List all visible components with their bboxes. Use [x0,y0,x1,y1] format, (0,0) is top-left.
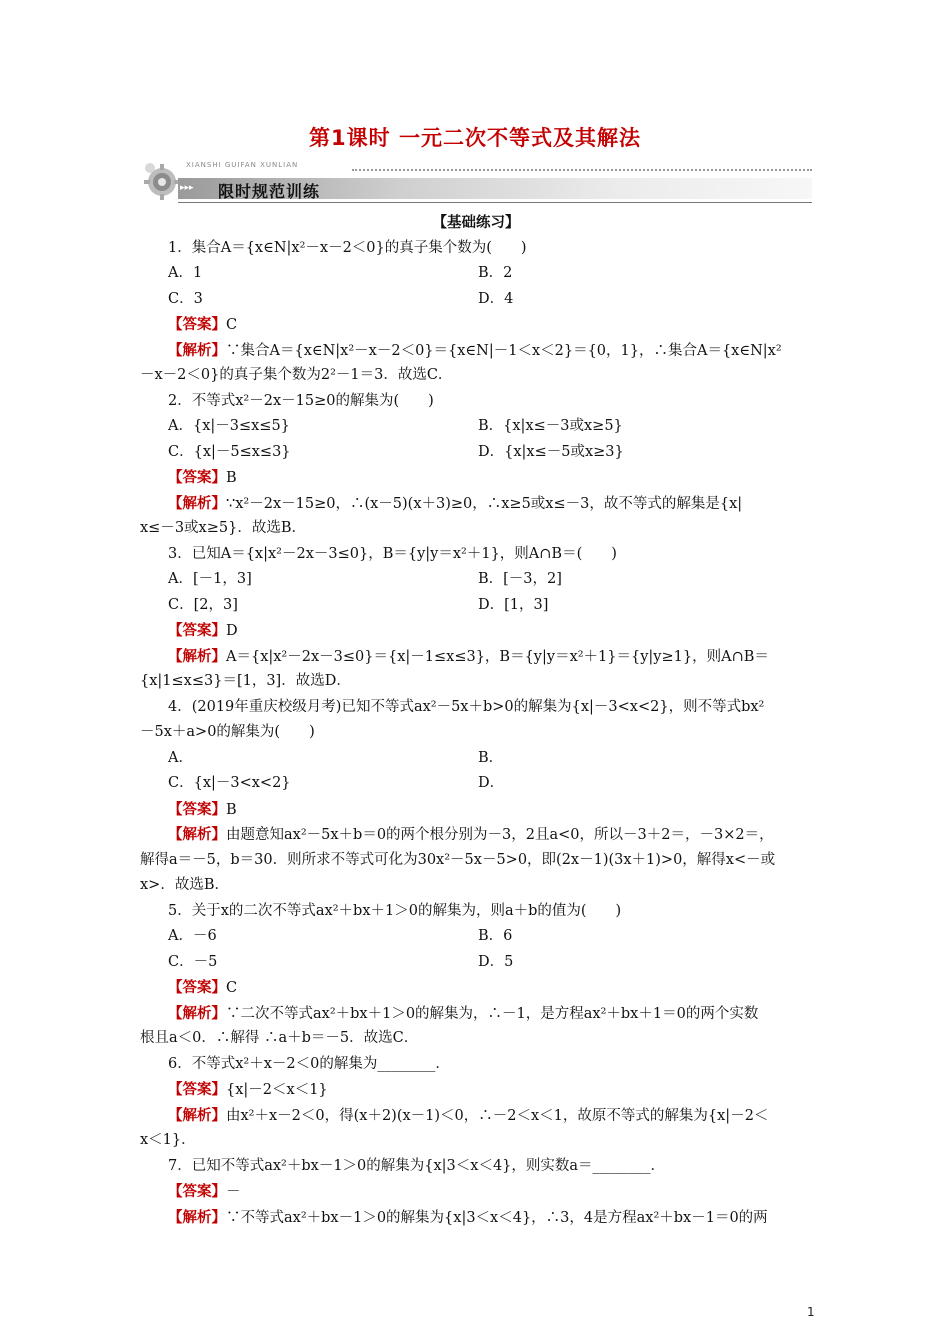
line-text: B [226,470,237,486]
question-line: 3．已知A＝{x|x²－2x－3≤0}，B＝{y|y＝x²＋1}，则A∩B＝( ) [168,545,617,562]
banner-label: 限时规范训练 [218,182,321,201]
label-tag: 【答案】 [168,1081,226,1098]
line-text: － [226,1184,241,1200]
option-right: B． [478,749,504,766]
option-right: D． [478,775,505,791]
option-row [140,440,812,466]
analysis-line [140,822,812,848]
option-left: C．[2，3] [168,596,238,613]
line-text: C [226,980,238,996]
section-heading: 【基础练习】 [432,214,520,231]
label-tag: 【解析】 [168,826,226,843]
answer-line [140,1077,812,1103]
section-banner [140,158,812,206]
document-body [140,210,812,1230]
answer-line [140,975,812,1001]
option-right: D．5 [478,953,514,970]
label-tag: 【答案】 [168,622,226,639]
option-row [140,950,812,976]
question-line: 7．已知不等式ax²＋bx－1＞0的解集为{x|3＜x＜4}，则实数a＝________． [168,1157,666,1174]
option-left: C．{x|－5≤x≤3} [168,443,291,460]
line-text: ∵不等式ax²＋bx－1＞0的解集为{x|3＜x＜4}，∴3，4是方程ax²＋bx－1＝0的两 [226,1209,768,1226]
continuation-line: －x－2＜0}的真子集个数为2²－1＝3．故选C． [140,367,453,383]
continuation-line: {x|1≤x≤3}＝[1，3]．故选D． [140,673,351,689]
option-left: C．－5 [168,953,218,970]
label-tag: 【答案】 [168,979,226,996]
option-row [140,261,812,287]
answer-line [140,797,812,823]
continuation-line: x≤－3或x≥5}．故选B． [140,520,306,536]
line-text: C [226,317,238,333]
option-left: A．1 [168,265,203,281]
option-left: A．－6 [168,928,217,944]
option-row [140,593,812,619]
analysis-line [140,1001,812,1027]
analysis-line [140,1205,812,1231]
label-tag: 【答案】 [168,1183,226,1200]
label-tag: 【解析】 [168,1004,226,1022]
continuation-line: 解得a＝－5，b＝30．则所求不等式可化为30x²－5x－5>0，即(2x－1)(3x＋1)>0，解得x<－或 [140,851,776,868]
option-right: B．[－3，2] [478,571,562,587]
option-row [140,287,812,313]
option-right: B．{x|x≤－3或x≥5} [478,418,623,434]
option-row [140,414,812,440]
answer-line [140,312,812,338]
option-left: A．{x|－3≤x≤5} [168,418,290,434]
option-left: A．[－1，3] [168,571,252,587]
option-left: C．{x|－3<x<2} [168,775,291,791]
answer-line [140,465,812,491]
line-text: {x|－2＜x＜1} [226,1082,328,1098]
option-right: B．6 [478,928,513,944]
analysis-line [140,1103,812,1129]
question-line: 4．(2019年重庆校级月考)已知不等式ax²－5x＋b>0的解集为{x|－3<x<2}，则不等式bx² [168,698,765,715]
label-tag: 【解析】 [168,647,226,665]
question-line: 6．不等式x²＋x－2＜0的解集为________． [168,1055,450,1072]
line-text: B [226,801,237,818]
option-right: D．[1，3] [478,596,549,613]
label-tag: 【解析】 [168,494,226,512]
line-text: ∵x²－2x－15≥0，∴(x－5)(x＋3)≥0，∴x≥5或x≤－3，故不等式的解集是{x| [226,495,743,512]
option-row [140,567,812,593]
page-title: 第1课时 一元二次不等式及其解法 [309,126,641,150]
analysis-line [140,338,812,364]
label-tag: 【解析】 [168,341,226,359]
arrows-icon: ▸▸▸ [180,183,194,193]
question-line: 2．不等式x²－2x－15≥0的解集为( ) [168,392,434,409]
banner-pinyin: XIANSHI GUIFAN XUNLIAN [186,161,299,169]
exercise-lines [140,236,812,1231]
label-tag: 【答案】 [168,800,226,818]
option-row [140,746,812,772]
analysis-line [140,644,812,670]
option-row [140,924,812,950]
line-text: D [226,623,238,639]
label-tag: 【答案】 [168,469,226,486]
page-number: 1 [807,1305,815,1319]
option-right: D．{x|x≤－5或x≥3} [478,443,624,460]
line-text: A＝{x|x²－2x－3≤0}＝{x|－1≤x≤3}，B＝{y|y＝x²＋1}＝{y|y≥1}，则A∩B＝ [226,648,769,665]
line-text: ∵集合A＝{x∈N|x²－x－2＜0}＝{x∈N|－1＜x＜2}＝{0，1}，∴集合A＝{x∈N|x² [226,342,782,359]
line-text: ∵二次不等式ax²＋bx＋1＞0的解集为，∴－1，是方程ax²＋bx＋1＝0的两个实数 [226,1005,759,1022]
line-text: 由x²＋x－2＜0，得(x＋2)(x－1)＜0，∴－2＜x＜1，故原不等式的解集为{x|－2＜ [226,1107,769,1124]
continuation-line: x＜1}． [140,1132,196,1148]
banner-underline [178,202,812,203]
question-line: 5．关于x的二次不等式ax²＋bx＋1＞0的解集为，则a＋b的值为( ) [168,902,622,919]
option-right: B．2 [478,265,513,281]
continuation-line: －5x＋a>0的解集为( ) [140,724,315,740]
answer-line [140,618,812,644]
question-line: 1．集合A＝{x∈N|x²－x－2＜0}的真子集个数为( ) [168,239,527,256]
answer-line [140,1179,812,1205]
option-left: C．3 [168,290,203,307]
banner-dotted-rule [352,169,812,171]
analysis-line [140,491,812,517]
label-tag: 【答案】 [168,316,226,333]
continuation-line: 根且a＜0．∴解得 ∴a＋b＝－5．故选C． [140,1030,419,1046]
option-row [140,771,812,797]
option-right: D．4 [478,290,514,307]
label-tag: 【解析】 [168,1208,226,1226]
option-left: A． [168,749,193,766]
continuation-line: x>．故选B． [140,877,229,893]
line-text: 由题意知ax²－5x＋b＝0的两个根分别为－3，2且a<0，所以－3＋2＝，－3×2＝， [226,827,774,843]
label-tag: 【解析】 [168,1106,226,1124]
